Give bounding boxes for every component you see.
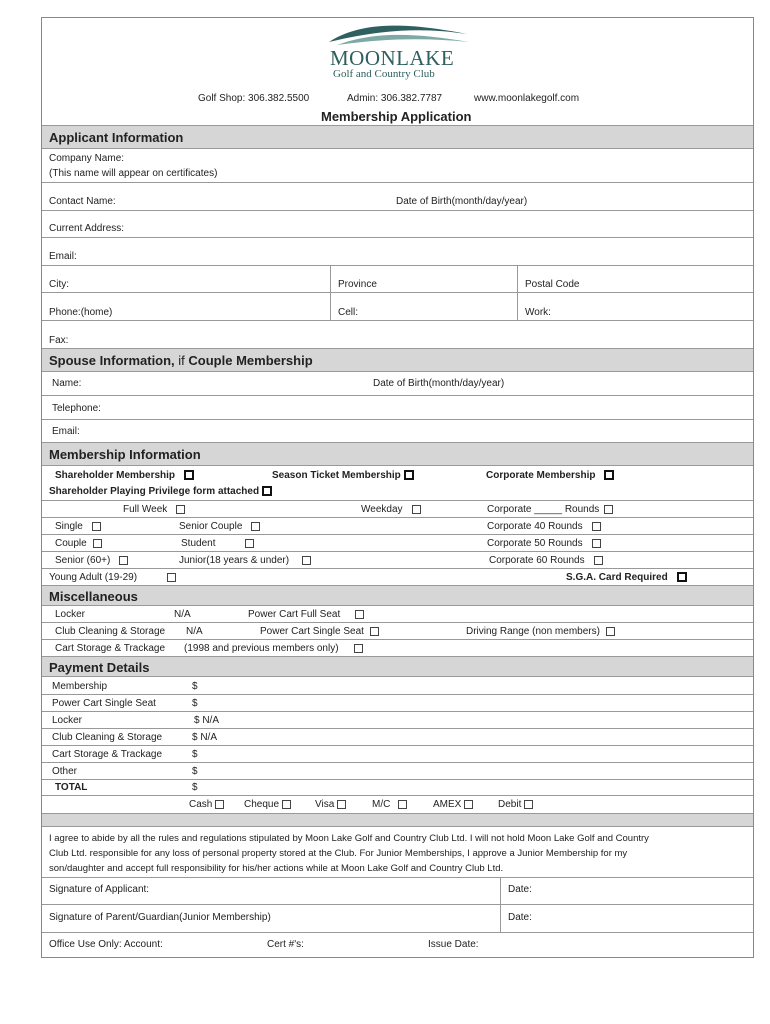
- checkbox-icon[interactable]: [215, 800, 224, 809]
- checkbox-icon[interactable]: [592, 539, 601, 548]
- agreement-text: [49, 831, 749, 876]
- spouse-name-field[interactable]: Name:: [52, 378, 82, 389]
- payment-visa-option[interactable]: Visa: [315, 799, 346, 810]
- checkbox-icon[interactable]: [464, 800, 473, 809]
- work-field[interactable]: Work:: [525, 307, 551, 318]
- section-spouse-information: [42, 348, 753, 372]
- admin-phone: Admin: 306.382.7787: [347, 93, 443, 104]
- payment-cheque-option[interactable]: Cheque: [244, 799, 291, 810]
- checkbox-icon[interactable]: [404, 470, 414, 480]
- checkbox-icon[interactable]: [524, 800, 533, 809]
- company-name-note: (This name will appear on certificates): [49, 168, 218, 179]
- total-value[interactable]: $: [192, 782, 198, 793]
- total-label: TOTAL: [55, 782, 88, 793]
- payment-label: Club Cleaning & Storage: [52, 732, 163, 743]
- checkbox-icon[interactable]: [677, 572, 687, 582]
- section-title: Applicant Information: [49, 130, 184, 145]
- membership-application-form: [41, 17, 754, 958]
- section-membership-information: [42, 442, 753, 466]
- club-cleaning-label: Club Cleaning & Storage: [55, 626, 166, 637]
- checkbox-icon[interactable]: [354, 644, 363, 653]
- checkbox-icon[interactable]: [594, 556, 603, 565]
- checkbox-icon[interactable]: [282, 800, 291, 809]
- corporate-option[interactable]: Corporate Membership: [486, 470, 614, 481]
- applicant-dob-field[interactable]: Date of Birth(month/day/year): [396, 196, 528, 207]
- payment-label: Locker: [52, 715, 83, 726]
- checkbox-icon[interactable]: [245, 539, 254, 548]
- golf-shop-phone: Golf Shop: 306.382.5500: [198, 93, 310, 104]
- applicant-date-field[interactable]: Date:: [508, 884, 532, 895]
- section-title: Miscellaneous: [49, 589, 138, 604]
- student-option[interactable]: Student: [181, 538, 254, 549]
- section-payment-details: [42, 656, 753, 677]
- province-field[interactable]: Province: [338, 279, 377, 290]
- driving-range-option[interactable]: Driving Range (non members): [466, 626, 615, 637]
- corporate-60-option[interactable]: Corporate 60 Rounds: [489, 555, 603, 566]
- payment-value[interactable]: $: [192, 766, 198, 777]
- checkbox-icon[interactable]: [604, 505, 613, 514]
- checkbox-icon[interactable]: [119, 556, 128, 565]
- issue-date-field[interactable]: Issue Date:: [428, 939, 479, 950]
- checkbox-icon[interactable]: [302, 556, 311, 565]
- checkbox-icon[interactable]: [262, 486, 272, 496]
- payment-label: Other: [52, 766, 78, 777]
- payment-cash-option[interactable]: Cash: [189, 799, 224, 810]
- guardian-date-field[interactable]: Date:: [508, 912, 532, 923]
- contact-name-field[interactable]: Contact Name:: [49, 196, 116, 207]
- corporate-40-option[interactable]: Corporate 40 Rounds: [487, 521, 601, 532]
- locker-value: N/A: [174, 609, 191, 620]
- weekday-option[interactable]: Weekday: [361, 504, 421, 515]
- section-title: Membership Information: [49, 447, 201, 462]
- company-name-field[interactable]: Company Name:: [49, 153, 125, 164]
- checkbox-icon[interactable]: [398, 800, 407, 809]
- locker-label: Locker: [55, 609, 86, 620]
- form-title: Membership Application: [321, 109, 472, 124]
- agreement-line: I agree to abide by all the rules and regulations stipulated by Moon Lake Golf and Country Club Ltd. I will not hold Moon Lake Golf and Country: [49, 833, 649, 844]
- junior-option[interactable]: Junior(18 years & under): [179, 555, 311, 566]
- cart-storage-label: Cart Storage & Trackage: [55, 643, 166, 654]
- separator-band: [42, 813, 753, 827]
- cert-field[interactable]: Cert #'s:: [267, 939, 304, 950]
- checkbox-icon[interactable]: [184, 470, 194, 480]
- checkbox-icon[interactable]: [606, 627, 615, 636]
- payment-mc-option[interactable]: M/C: [372, 799, 407, 810]
- club-cleaning-value: N/A: [186, 626, 203, 637]
- payment-value[interactable]: $ N/A: [192, 732, 218, 743]
- payment-label: Power Cart Single Seat: [52, 698, 156, 709]
- section-title-if: if: [174, 353, 189, 368]
- playing-privilege-option[interactable]: Shareholder Playing Privilege form attached: [49, 486, 272, 497]
- section-title: Payment Details: [49, 660, 150, 675]
- spouse-telephone-field[interactable]: Telephone:: [52, 403, 101, 414]
- section-title-tail: Couple Membership: [188, 353, 313, 368]
- young-adult-option[interactable]: Young Adult (19-29): [49, 572, 176, 583]
- spouse-dob-field[interactable]: Date of Birth(month/day/year): [373, 378, 505, 389]
- applicant-signature-field[interactable]: Signature of Applicant:: [49, 884, 150, 895]
- checkbox-icon[interactable]: [370, 627, 379, 636]
- checkbox-icon[interactable]: [355, 610, 364, 619]
- postal-code-field[interactable]: Postal Code: [525, 279, 580, 290]
- checkbox-icon[interactable]: [412, 505, 421, 514]
- guardian-signature-field[interactable]: Signature of Parent/Guardian(Junior Membership): [49, 912, 271, 923]
- moonlake-logo-icon: [327, 20, 472, 46]
- checkbox-icon[interactable]: [592, 522, 601, 531]
- spouse-email-field[interactable]: Email:: [52, 426, 80, 437]
- website-link[interactable]: www.moonlakegolf.com: [474, 93, 580, 104]
- fax-field[interactable]: Fax:: [49, 335, 69, 346]
- agreement-line: Club Ltd. responsible for any loss of personal property stored at the Club. For Junior Memberships, I approve a Junior Membership for my: [49, 848, 628, 859]
- phone-home-field[interactable]: Phone:(home): [49, 307, 113, 318]
- cell-field[interactable]: Cell:: [338, 307, 359, 318]
- office-account-field[interactable]: Office Use Only: Account:: [49, 939, 163, 950]
- season-ticket-option[interactable]: Season Ticket Membership: [272, 470, 414, 481]
- logo-tagline: Golf and Country Club: [333, 68, 435, 80]
- email-field[interactable]: Email:: [49, 251, 77, 262]
- checkbox-icon[interactable]: [604, 470, 614, 480]
- city-field[interactable]: City:: [49, 279, 69, 290]
- section-title: Spouse Information,: [49, 353, 175, 368]
- corporate-rounds-option[interactable]: Corporate _____ Rounds: [487, 504, 613, 515]
- single-option[interactable]: Single: [55, 521, 101, 532]
- power-cart-single-option[interactable]: Power Cart Single Seat: [260, 626, 379, 637]
- power-cart-full-option[interactable]: Power Cart Full Seat: [248, 609, 364, 620]
- checkbox-icon[interactable]: [251, 522, 260, 531]
- current-address-field[interactable]: Current Address:: [49, 223, 125, 234]
- section-miscellaneous: [42, 585, 753, 606]
- payment-value[interactable]: $: [192, 681, 198, 692]
- checkbox-icon[interactable]: [92, 522, 101, 531]
- full-week-option[interactable]: Full Week: [123, 504, 185, 515]
- agreement-line: son/daughter and accept full responsibility for his/her actions while at Moon Lake Golf and Country Club Ltd.: [49, 863, 504, 874]
- payment-amex-option[interactable]: AMEX: [433, 799, 473, 810]
- checkbox-icon[interactable]: [176, 505, 185, 514]
- senior-couple-option[interactable]: Senior Couple: [179, 521, 260, 532]
- payment-label: Membership: [52, 681, 108, 692]
- cart-storage-option[interactable]: (1998 and previous members only): [184, 643, 363, 654]
- payment-value[interactable]: $ N/A: [194, 715, 220, 726]
- logo-name: MOONLAKE: [330, 46, 455, 70]
- corporate-50-option[interactable]: Corporate 50 Rounds: [487, 538, 601, 549]
- payment-value[interactable]: $: [192, 749, 198, 760]
- shareholder-option[interactable]: Shareholder Membership: [55, 470, 194, 481]
- checkbox-icon[interactable]: [93, 539, 102, 548]
- payment-value[interactable]: $: [192, 698, 198, 709]
- checkbox-icon[interactable]: [337, 800, 346, 809]
- sga-card-option[interactable]: S.G.A. Card Required: [566, 572, 687, 583]
- section-applicant-information: [42, 125, 753, 149]
- senior-option[interactable]: Senior (60+): [55, 555, 128, 566]
- payment-debit-option[interactable]: Debit: [498, 799, 533, 810]
- payment-label: Cart Storage & Trackage: [52, 749, 163, 760]
- checkbox-icon[interactable]: [167, 573, 176, 582]
- couple-option[interactable]: Couple: [55, 538, 102, 549]
